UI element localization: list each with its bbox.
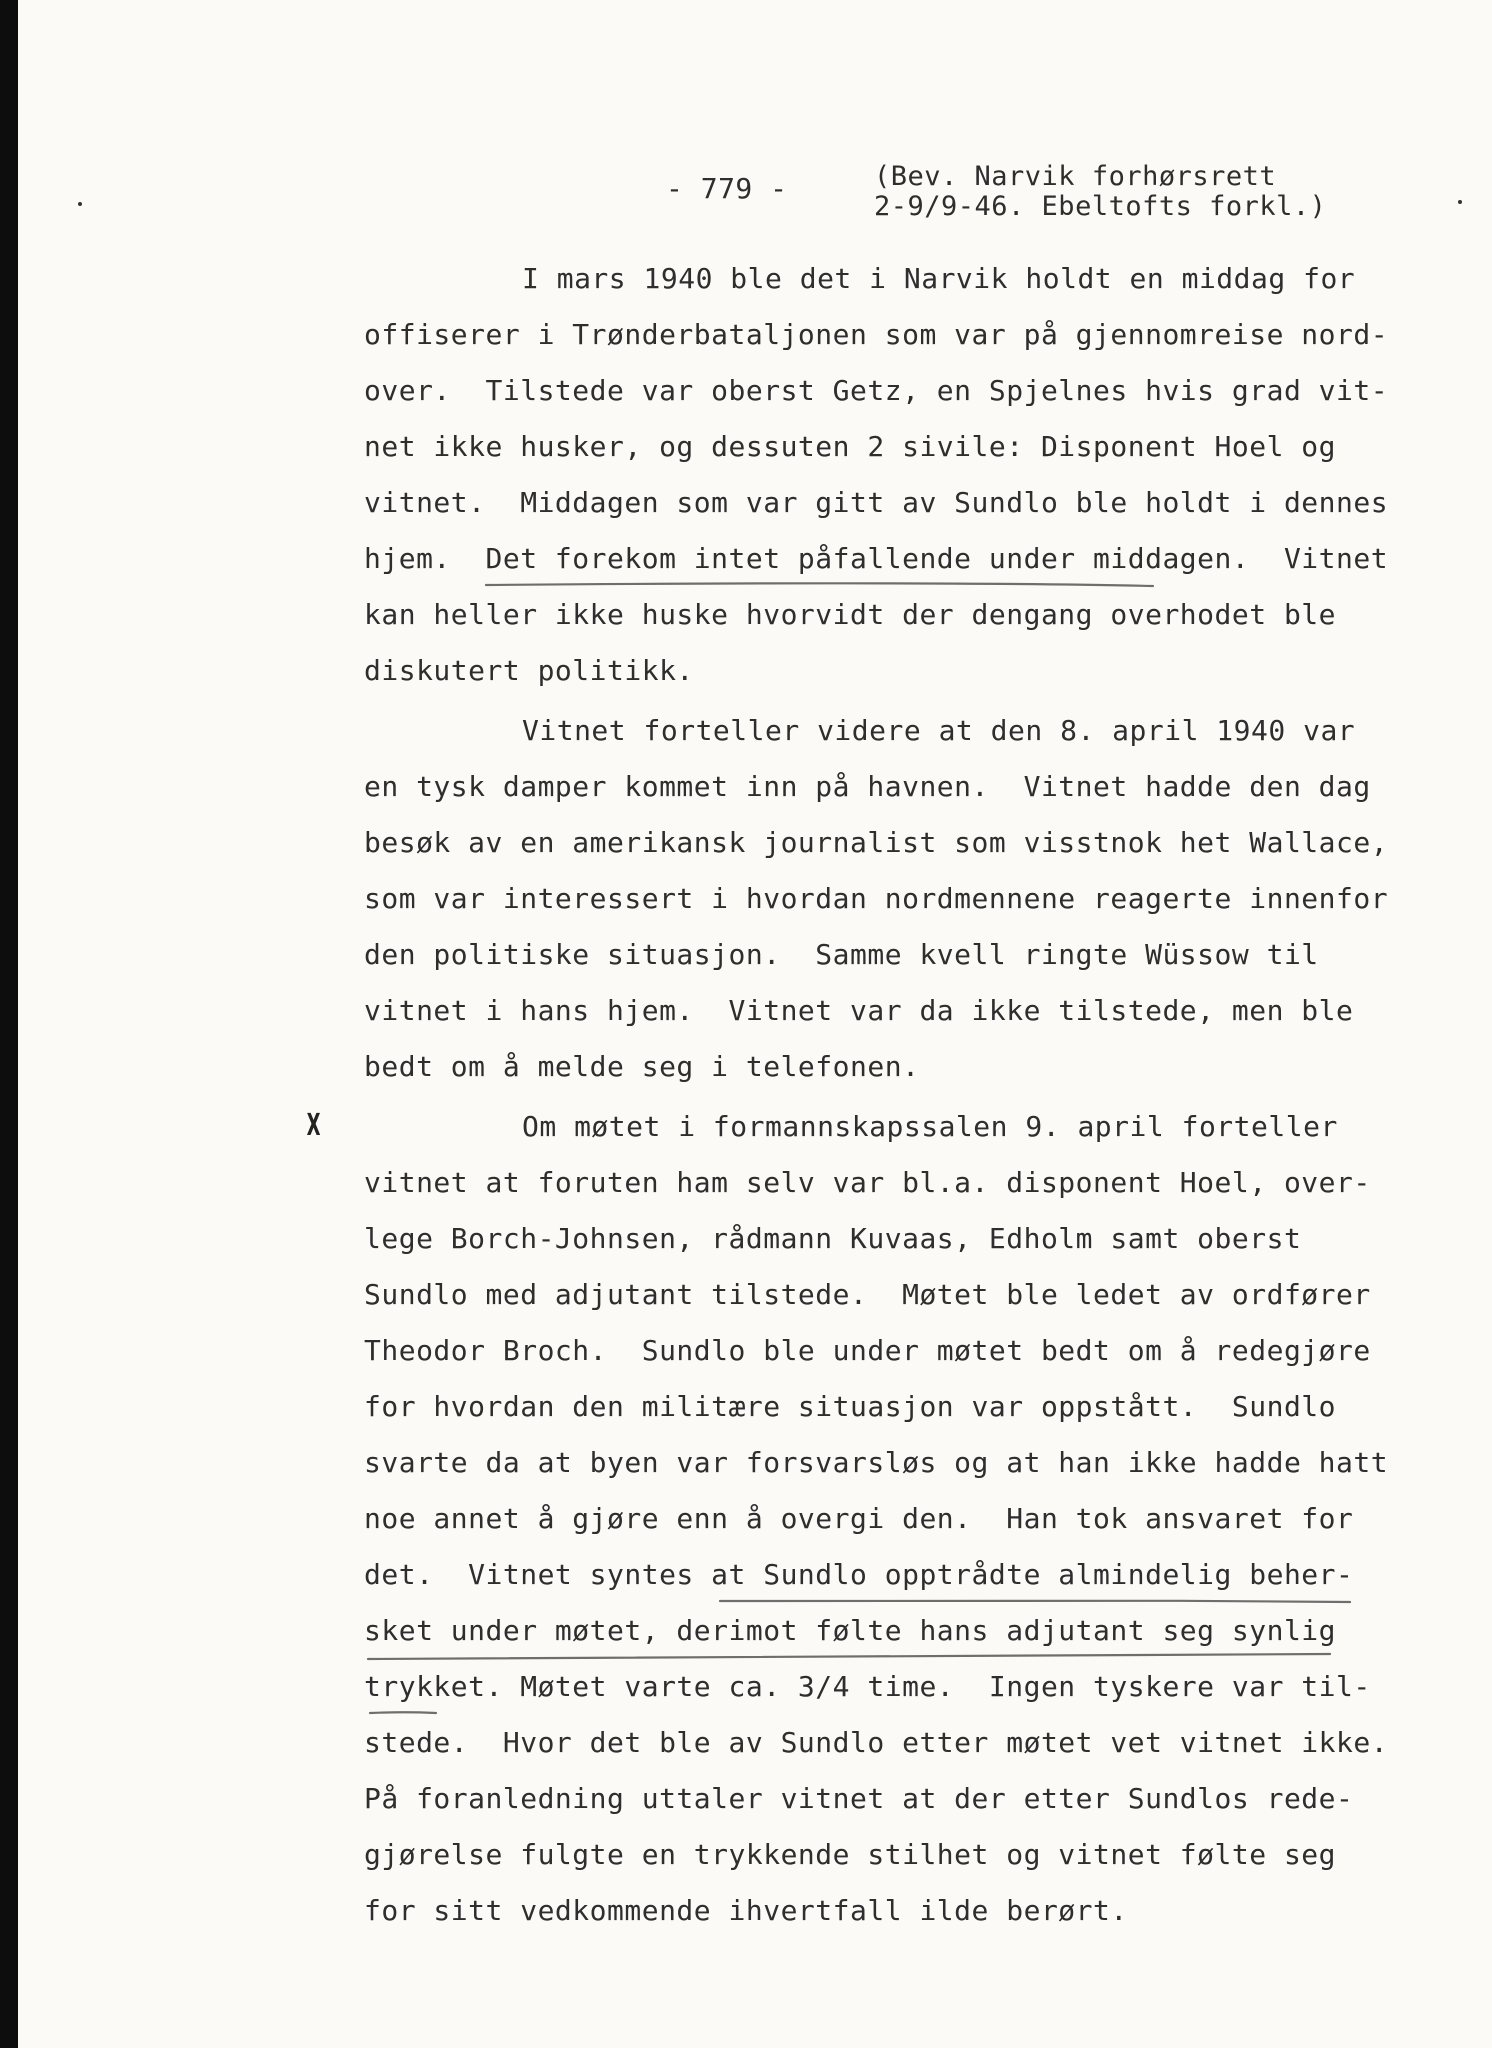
margin-x-mark: X xyxy=(306,1108,321,1143)
text-line: vitnet. Middagen som var gitt av Sundlo ble holdt i dennes xyxy=(364,486,1389,519)
pencil-underline-2 xyxy=(720,1600,1350,1602)
text-line: sket under møtet, derimot følte hans adjutant seg synlig xyxy=(364,1614,1337,1647)
text-line: for hvordan den militære situasjon var oppstått. Sundlo xyxy=(364,1390,1337,1423)
text-line: Sundlo med adjutant tilstede. Møtet ble ledet av ordfører xyxy=(364,1278,1371,1311)
text-line: svarte da at byen var forsvarsløs og at han ikke hadde hatt xyxy=(364,1446,1389,1479)
text-line: diskutert politikk. xyxy=(364,654,694,687)
text-line: offiserer i Trønderbataljonen som var på gjennomreise nord- xyxy=(364,318,1389,351)
text-line: vitnet i hans hjem. Vitnet var da ikke tilstede, men ble xyxy=(364,994,1354,1027)
page-number: - 779 - xyxy=(666,172,788,205)
text-line: over. Tilstede var oberst Getz, en Spjelnes hvis grad vit- xyxy=(364,374,1389,407)
text-line: bedt om å melde seg i telefonen. xyxy=(364,1050,920,1083)
text-line: den politiske situasjon. Samme kvell ringte Wüssow til xyxy=(364,938,1319,971)
text-line: hjem. Det forekom intet påfallende under middagen. Vitnet xyxy=(364,542,1389,575)
margin-dot xyxy=(1458,200,1462,204)
text-line: vitnet at foruten ham selv var bl.a. disponent Hoel, over- xyxy=(364,1166,1371,1199)
pencil-underline-4 xyxy=(370,1712,436,1713)
text-line: Theodor Broch. Sundlo ble under møtet bedt om å redegjøre xyxy=(364,1334,1371,1367)
text-line: På foranledning uttaler vitnet at der etter Sundlos rede- xyxy=(364,1782,1354,1815)
text-line: gjørelse fulgte en trykkende stilhet og vitnet følte seg xyxy=(364,1838,1337,1871)
text-line: I mars 1940 ble det i Narvik holdt en middag for xyxy=(522,262,1356,295)
source-reference-line-2: 2-9/9-46. Ebeltofts forkl.) xyxy=(874,191,1327,222)
text-line: Om møtet i formannskapssalen 9. april forteller xyxy=(522,1110,1338,1143)
text-line: for sitt vedkommende ihvertfall ilde berørt. xyxy=(364,1894,1128,1927)
margin-dot xyxy=(78,202,82,206)
text-line: det. Vitnet syntes at Sundlo opptrådte almindelig beher- xyxy=(364,1558,1354,1591)
text-line: en tysk damper kommet inn på havnen. Vitnet hadde den dag xyxy=(364,770,1371,803)
text-line: noe annet å gjøre enn å overgi den. Han tok ansvaret for xyxy=(364,1502,1354,1535)
text-line: stede. Hvor det ble av Sundlo etter møtet vet vitnet ikke. xyxy=(364,1726,1389,1759)
text-line: som var interessert i hvordan nordmennene reagerte innenfor xyxy=(364,882,1389,915)
source-reference-line-1: (Bev. Narvik forhørsrett xyxy=(874,161,1277,192)
text-line: besøk av en amerikansk journalist som visstnok het Wallace, xyxy=(364,826,1389,859)
text-line: kan heller ikke huske hvorvidt der dengang overhodet ble xyxy=(364,598,1337,631)
text-line: lege Borch-Johnsen, rådmann Kuvaas, Edholm samt oberst xyxy=(364,1222,1302,1255)
pencil-underline-1 xyxy=(486,583,1153,586)
text-line: Vitnet forteller videre at den 8. april 1940 var xyxy=(522,714,1356,747)
document-page xyxy=(18,0,1492,2048)
pencil-underline-3 xyxy=(368,1654,1330,1659)
text-line: trykket. Møtet varte ca. 3/4 time. Ingen tyskere var til- xyxy=(364,1670,1371,1703)
text-line: net ikke husker, og dessuten 2 sivile: Disponent Hoel og xyxy=(364,430,1337,463)
